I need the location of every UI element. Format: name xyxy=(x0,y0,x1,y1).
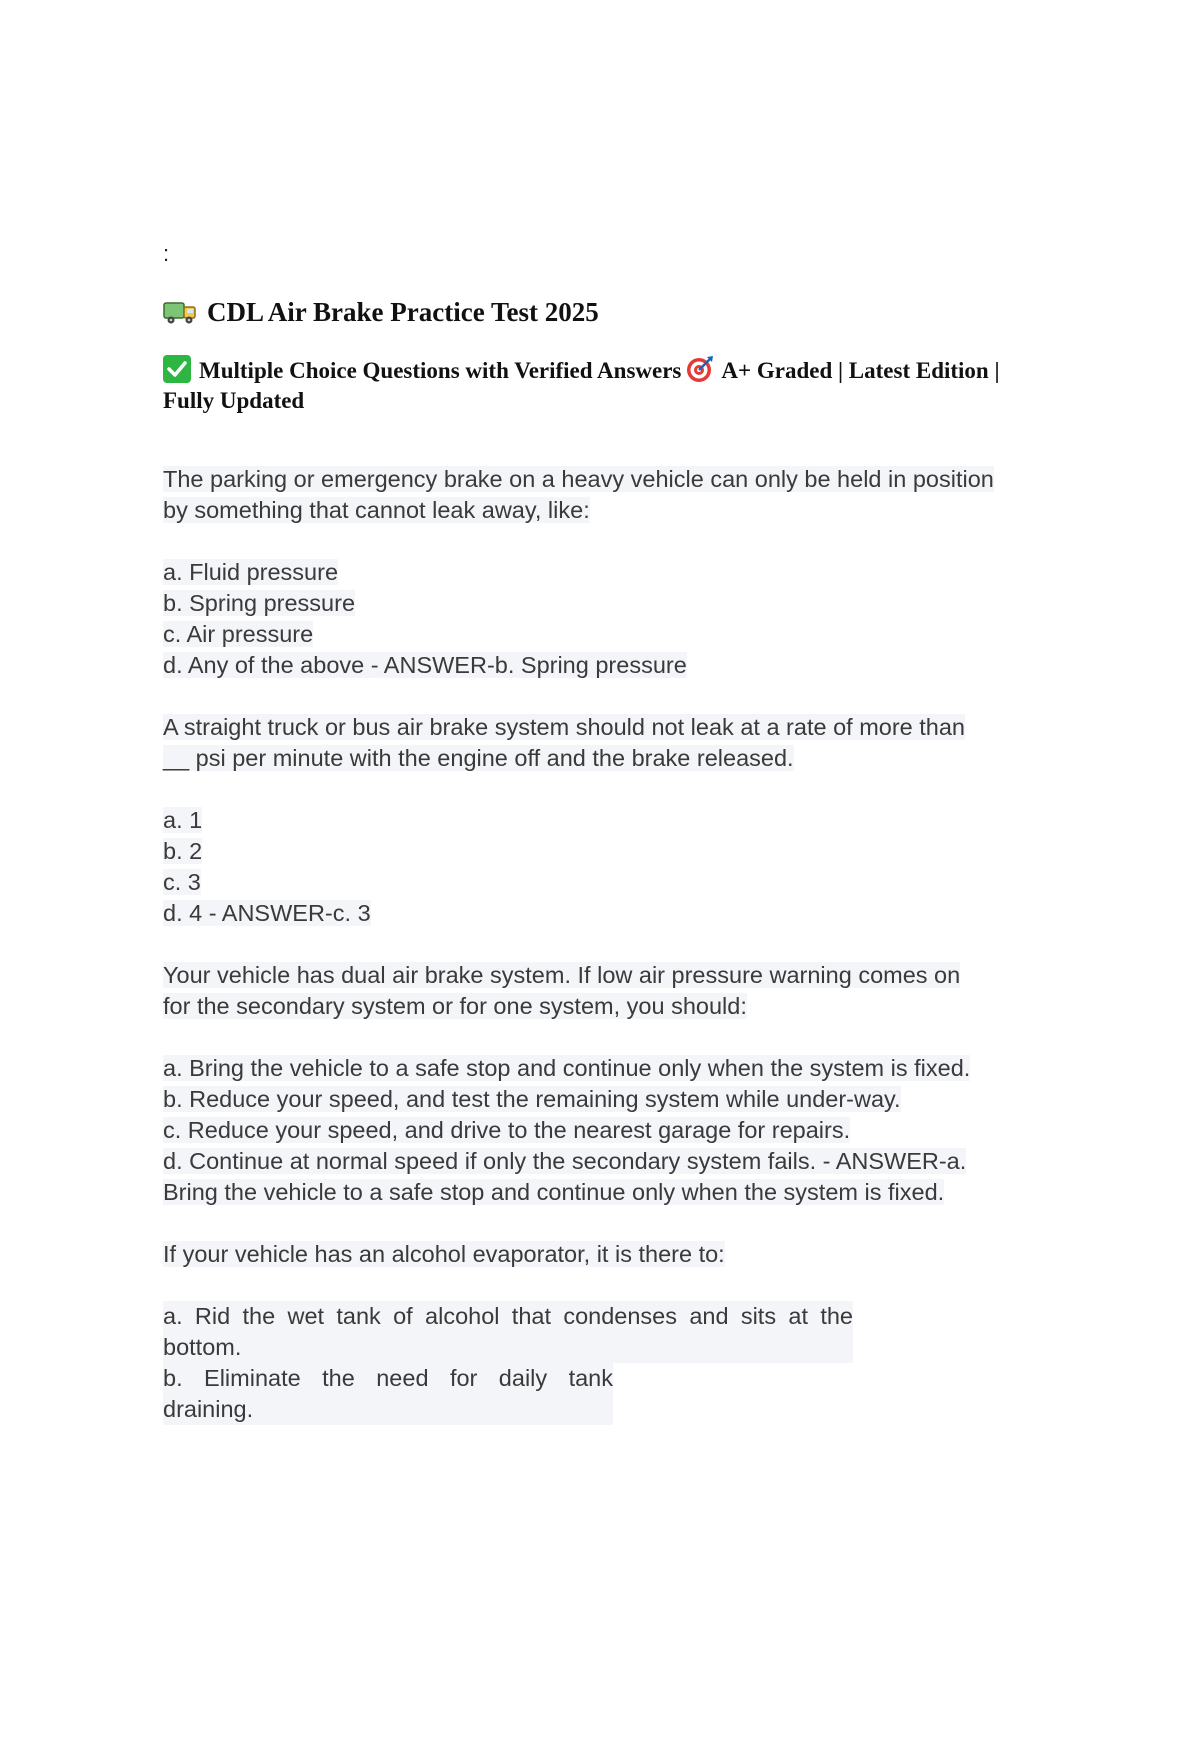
question-1-option-b: b. Spring pressure xyxy=(163,590,356,616)
question-block-4 xyxy=(163,1239,1063,1425)
question-4-option-b xyxy=(163,1363,613,1425)
leading-colon: : xyxy=(163,241,170,266)
question-4-option-a-line2: bottom. xyxy=(163,1334,242,1360)
question-4-option-b-line2: draining. xyxy=(163,1396,254,1422)
question-block-3 xyxy=(163,960,1063,1208)
question-1-option-a: a. Fluid pressure xyxy=(163,559,339,585)
question-2-option-d-answer: d. 4 - ANSWER-c. 3 xyxy=(163,900,371,926)
question-1-line1: The parking or emergency brake on a heavy vehicle can only be held in position xyxy=(163,466,994,492)
question-1-option-d-answer: d. Any of the above - ANSWER-b. Spring pressure xyxy=(163,652,687,678)
question-3-option-b: b. Reduce your speed, and test the remaining system while under-way. xyxy=(163,1086,901,1112)
question-3-line1: Your vehicle has dual air brake system. If low air pressure warning comes on xyxy=(163,962,961,988)
question-2-option-a: a. 1 xyxy=(163,807,203,833)
question-block-2 xyxy=(163,712,1063,929)
subtitle xyxy=(163,354,1023,416)
question-3-option-c: c. Reduce your speed, and drive to the nearest garage for repairs. xyxy=(163,1117,851,1143)
question-2-line1: A straight truck or bus air brake system should not leak at a rate of more than xyxy=(163,714,966,740)
question-3-answer-continuation: Bring the vehicle to a safe stop and continue only when the system is fixed. xyxy=(163,1179,945,1205)
question-block-1 xyxy=(163,464,1063,681)
title-text: CDL Air Brake Practice Test 2025 xyxy=(207,297,599,327)
check-mark-icon xyxy=(163,355,191,383)
document-content xyxy=(163,238,1063,1425)
question-4-line1: If your vehicle has an alcohol evaporator, it is there to: xyxy=(163,1241,725,1267)
page-title xyxy=(163,294,1063,330)
question-2-option-b: b. 2 xyxy=(163,838,203,864)
target-icon xyxy=(685,354,715,384)
question-1-option-c: c. Air pressure xyxy=(163,621,314,647)
subtitle-part2: A+ Graded | Latest Edition | Fully Updated xyxy=(163,358,1000,413)
question-2-option-c: c. 3 xyxy=(163,869,201,895)
question-1-line2: by something that cannot leak away, like: xyxy=(163,497,590,523)
question-3-option-d-answer: d. Continue at normal speed if only the secondary system fails. - ANSWER-a. xyxy=(163,1148,967,1174)
question-4-option-a-line1: a. Rid the wet tank of alcohol that condenses and sits at the xyxy=(163,1303,853,1329)
question-4-option-a xyxy=(163,1301,853,1363)
question-3-line2: for the secondary system or for one system, you should: xyxy=(163,993,747,1019)
truck-icon xyxy=(163,298,197,326)
subtitle-part1: Multiple Choice Questions with Verified Answers xyxy=(199,358,682,383)
question-2-line2: __ psi per minute with the engine off and the brake released. xyxy=(163,745,794,771)
question-3-option-a: a. Bring the vehicle to a safe stop and continue only when the system is fixed. xyxy=(163,1055,971,1081)
question-4-option-b-line1: b. Eliminate the need for daily tank xyxy=(163,1365,613,1391)
